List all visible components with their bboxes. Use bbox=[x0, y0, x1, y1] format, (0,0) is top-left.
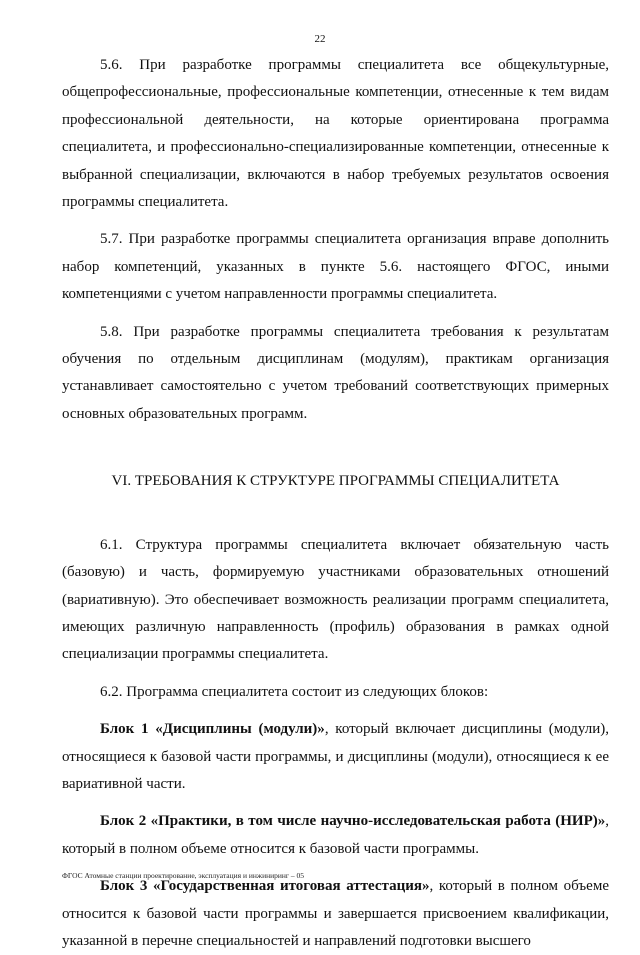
paragraph-6-1: 6.1. Структура программы специалитета включает обязательную часть (базовую) и часть, формируемую участниками образовательных отношений (вариативную). Это обеспечивает возможность реализации программ специалитета, имеющих различную направленность (профиль) образования в рамках одной специализации программы специалитета. bbox=[62, 536, 609, 663]
paragraph-5-7: 5.7. При разработке программы специалитета организация вправе дополнить набор компетенций, указанных в пункте 5.6. настоящего ФГОС, иными компетенциями с учетом направленности программы специалитета. bbox=[62, 231, 609, 303]
paragraph-6-2: 6.2. Программа специалитета состоит из следующих блоков: bbox=[100, 683, 489, 700]
block-1-description: , который включает дисциплины (модули), относящиеся к базовой части программы, и дисциплины (модули), относящиеся к ее вариативной части. bbox=[62, 721, 610, 792]
page-footer: ФГОС Атомные станции проектирование, эксплуатация и инжиниринг – 05 bbox=[62, 871, 304, 880]
block-3-description: , который в полном объеме относится к базовой части программы и завершается присвоением квалификации, указанной в перечне специальностей и направлений подготовки высшего bbox=[62, 878, 609, 949]
document-body bbox=[62, 52, 609, 955]
paragraph-5-8: 5.8. При разработке программы специалитета требования к результатам обучения по отдельным дисциплинам (модулям), практикам организация устанавливает самостоятельно с учетом требований соответствующих примерных основных образовательных программ. bbox=[62, 323, 609, 422]
block-2-title: Блок 2 «Практики, в том числе научно-исследовательская работа (НИР)» bbox=[100, 813, 606, 830]
block-3-title: Блок 3 «Государственная итоговая аттестация» bbox=[100, 878, 430, 895]
paragraph-block-1 bbox=[62, 716, 609, 798]
block-1-title: Блок 1 «Дисциплины (модули)» bbox=[100, 721, 325, 738]
paragraph-block-2 bbox=[62, 808, 609, 863]
section-title: VI. ТРЕБОВАНИЯ К СТРУКТУРЕ ПРОГРАММЫ СПЕЦИАЛИТЕТА bbox=[111, 473, 560, 490]
block-2-description: , который в полном объеме относится к базовой части программы. bbox=[62, 813, 609, 857]
page-number: 22 bbox=[314, 33, 326, 45]
paragraph-5-6: 5.6. При разработке программы специалитета все общекультурные, общепрофессиональные, профессиональные компетенции, отнесенные к тем видам профессиональной деятельности, на которые ориентирована программа специалитета, и профессионально-специализированные компетенции, отнесенные к выбранной специализации, включаются в набор требуемых результатов освоения программы специалитета. bbox=[62, 57, 609, 211]
paragraph-block-3 bbox=[62, 873, 609, 955]
